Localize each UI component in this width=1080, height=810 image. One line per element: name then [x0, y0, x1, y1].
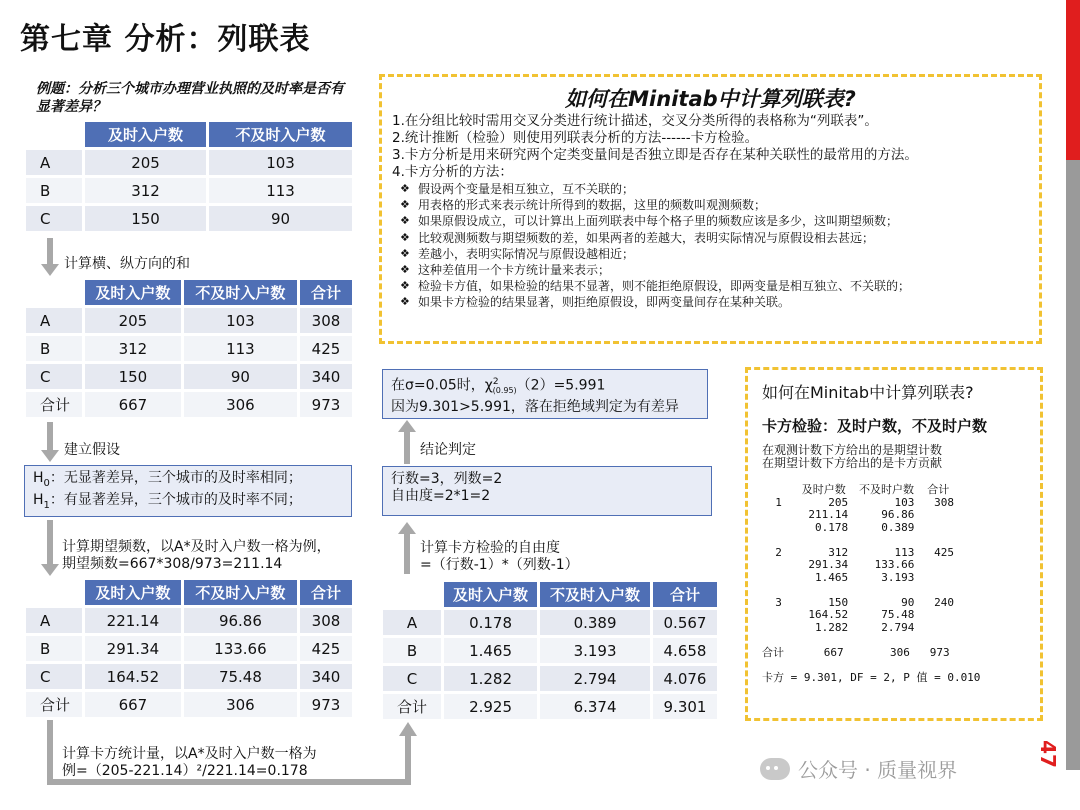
h0-line: $H_0$：无显著差异，三个城市的及时率相同； [33, 470, 302, 489]
diamond-bullet-icon: ❖ [400, 230, 410, 244]
table-cell: 425 [300, 636, 352, 661]
table-cell: 0.389 [540, 610, 650, 635]
table-cell: 205 [85, 308, 181, 333]
table-row [26, 664, 352, 689]
header-cell: 及时入户数 [85, 580, 181, 605]
table-cell: 973 [300, 392, 352, 417]
output-body: 1 205 103 308 211.14 96.86 0.178 0.389 2 312 113 425 291.34 133.66 1.465 3.193 3 150 90 240 164.52 75.48 1.282 2.794 合计 667 306 973 卡方 = 9.301, DF = 2, P 值 = 0.010 [762, 495, 981, 684]
table-row [26, 308, 352, 333]
box-title: 如何在Minitab中计算列联表? [565, 87, 856, 111]
flow-arrow-up [401, 420, 413, 464]
bullet-item: ❖ 检验卡方值，如果检验的结果不显著，则不能拒绝原假设，即两变量是相互独立、不关联的； [400, 279, 911, 294]
step-label-sums: 计算横、纵方向的和 [64, 256, 190, 272]
step-label-hypothesis: 建立假设 [64, 442, 120, 458]
text-line: 1.在分组比较时需用交叉分类进行统计描述，交叉分类所得的表格称为“列联表”。 [392, 113, 878, 129]
table-cell: 291.34 [85, 636, 181, 661]
conclusion-line: 因为9.301>5.991，落在拒绝域判定为有差异 [391, 399, 679, 416]
totals-table [23, 277, 355, 420]
bullet-item: ❖ 比较观测频数与期望频数的差，如果两者的差越大，表明实际情况与原假设相去甚远； [400, 230, 875, 245]
table-row [26, 608, 352, 633]
dof-line: 自由度=2*1=2 [391, 488, 491, 504]
table-cell: 2.925 [444, 694, 537, 719]
diamond-bullet-icon: ❖ [400, 279, 410, 293]
diamond-bullet-icon: ❖ [400, 246, 410, 260]
table-cell: 425 [300, 336, 352, 361]
dof-box [382, 466, 712, 516]
table-cell: 9.301 [653, 694, 717, 719]
page-number: 47 [1036, 740, 1061, 768]
table-row [26, 636, 352, 661]
wechat-icon [760, 758, 790, 780]
table-cell: 96.86 [184, 608, 297, 633]
page-title: 第七章 分析：列联表 [20, 22, 311, 57]
row-label: B [383, 638, 441, 663]
row-label: B [26, 636, 82, 661]
table-row [26, 150, 352, 175]
table-cell: 75.48 [184, 664, 297, 689]
text-line: 4.卡方分析的方法： [392, 164, 513, 180]
step-label-dof: 计算卡方检验的自由度 =（行数-1）*（列数-1） [420, 540, 579, 573]
table-cell: 1.282 [444, 666, 537, 691]
step-label-conclusion: 结论判定 [420, 442, 476, 458]
bullet-item: ❖ 这种差值用一个卡方统计量来表示； [400, 263, 611, 278]
minitab-output-box [745, 367, 1043, 721]
text-line: 2.统计推断（检验）则使用列联表分析的方法------卡方检验。 [392, 130, 759, 146]
watermark: 公众号 · 质量视界 [760, 754, 957, 783]
header-cell: 合计 [300, 580, 352, 605]
table-row [26, 392, 352, 417]
table-row [26, 692, 352, 717]
row-label: 合计 [26, 692, 82, 717]
bullet-item: ❖ 如果卡方检验的结果显著，则拒绝原假设，即两变量间存在某种关联。 [400, 295, 791, 310]
table-cell: 306 [184, 392, 297, 417]
header-cell [26, 280, 82, 305]
table-cell: 133.66 [184, 636, 297, 661]
accent-bar-red [1066, 0, 1080, 160]
flow-arrow-down [44, 238, 56, 276]
row-label: C [26, 206, 82, 231]
row-label: B [26, 178, 82, 203]
row-label: A [383, 610, 441, 635]
table-row [26, 364, 352, 389]
table-cell: 308 [300, 308, 352, 333]
header-cell: 合计 [653, 582, 717, 607]
table-cell: 3.193 [540, 638, 650, 663]
table-cell: 2.794 [540, 666, 650, 691]
table-cell: 164.52 [85, 664, 181, 689]
header-cell: 不及时入户数 [184, 280, 297, 305]
row-label: 合计 [26, 392, 82, 417]
row-label: A [26, 308, 82, 333]
dof-line: 行数=3，列数=2 [391, 471, 503, 487]
expected-table [23, 577, 355, 720]
row-label: A [26, 150, 82, 175]
output-note: 在期望计数下方给出的是卡方贡献 [762, 456, 943, 470]
table-row [26, 336, 352, 361]
output-heading: 卡方检验：及时户数，不及时户数 [762, 417, 988, 435]
table-cell: 308 [300, 608, 352, 633]
header-cell [26, 122, 82, 147]
output-title: 如何在Minitab中计算列联表? [762, 383, 974, 402]
conclusion-line: 在σ=0.05时，$\chi^2_{(0.95)}(2)=5.991$ [391, 377, 606, 396]
table-cell: 150 [85, 206, 206, 231]
header-cell: 不及时入户数 [209, 122, 352, 147]
table-row [26, 178, 352, 203]
diamond-bullet-icon: ❖ [400, 198, 410, 212]
table-cell: 0.567 [653, 610, 717, 635]
h1-line: $H_1$：有显著差异，三个城市的及时率不同； [33, 491, 302, 511]
step-label-expected: 计算期望频数，以A*及时入户数一格为例， 期望频数=667*308/973=211.14 [62, 539, 331, 572]
diamond-bullet-icon: ❖ [400, 295, 410, 309]
flow-arrow-up [401, 522, 413, 574]
text-line: 3.卡方分析是用来研究两个定类变量间是否独立即是否存在某种关联性的最常用的方法。 [392, 147, 918, 163]
table-cell: 113 [209, 178, 352, 203]
header-cell: 及时入户数 [444, 582, 537, 607]
bullet-item: ❖ 差越小，表明实际情况与原假设越相近； [400, 246, 635, 261]
flow-arrow-down [44, 520, 56, 576]
header-cell [383, 582, 441, 607]
table-cell: 113 [184, 336, 297, 361]
table-cell: 205 [85, 150, 206, 175]
table-row [383, 694, 717, 719]
table-row [26, 206, 352, 231]
table-cell: 312 [85, 336, 181, 361]
header-cell: 合计 [300, 280, 352, 305]
table-cell: 4.076 [653, 666, 717, 691]
table-cell: 667 [85, 692, 181, 717]
table-cell: 0.178 [444, 610, 537, 635]
row-label: C [383, 666, 441, 691]
header-cell: 及时入户数 [85, 122, 206, 147]
diamond-bullet-icon: ❖ [400, 182, 410, 195]
header-cell [26, 580, 82, 605]
table-cell: 90 [184, 364, 297, 389]
table-cell: 1.465 [444, 638, 537, 663]
table-cell: 221.14 [85, 608, 181, 633]
header-cell: 及时入户数 [85, 280, 181, 305]
bullet-item: ❖ 假设两个变量是相互独立，互不关联的； [400, 182, 635, 196]
diamond-bullet-icon: ❖ [400, 214, 410, 228]
accent-bar-grey [1066, 160, 1080, 770]
row-label: C [26, 664, 82, 689]
table-row [383, 638, 717, 663]
conclusion-box [382, 369, 708, 419]
output-note: 在观测计数下方给出的是期望计数 [762, 443, 943, 457]
table-cell: 973 [300, 692, 352, 717]
chisquare-table [380, 579, 720, 722]
table-cell: 103 [209, 150, 352, 175]
table-cell: 306 [184, 692, 297, 717]
table-cell: 340 [300, 664, 352, 689]
table-cell: 150 [85, 364, 181, 389]
diamond-bullet-icon: ❖ [400, 263, 410, 277]
bullet-item: ❖ 如果原假设成立，可以计算出上面列联表中每个格子里的频数应该是多少，这叫期望频数； [400, 214, 899, 229]
minitab-explanation-box [379, 74, 1042, 344]
bullet-item: ❖ 用表格的形式来表示统计所得到的数据，这里的频数叫观测频数； [400, 198, 767, 213]
step-label-chisquare: 计算卡方统计量，以A*及时入户数一格为 例=（205-221.14）²/221.14=0.178 [62, 746, 317, 779]
table-row [383, 666, 717, 691]
row-label: B [26, 336, 82, 361]
row-label: C [26, 364, 82, 389]
row-label: 合计 [383, 694, 441, 719]
header-cell: 不及时入户数 [540, 582, 650, 607]
table-row [383, 610, 717, 635]
table-cell: 312 [85, 178, 206, 203]
table-cell: 340 [300, 364, 352, 389]
header-cell: 不及时入户数 [184, 580, 297, 605]
table-cell: 103 [184, 308, 297, 333]
table-cell: 6.374 [540, 694, 650, 719]
hypothesis-box [24, 465, 352, 517]
row-label: A [26, 608, 82, 633]
table-cell: 667 [85, 392, 181, 417]
example-question: 例题：分析三个城市办理营业执照的及时率是否有显著差异？ [36, 81, 344, 115]
table-cell: 90 [209, 206, 352, 231]
table-cell: 4.658 [653, 638, 717, 663]
output-header-row: 及时户数 不及时户数 合计 [762, 483, 950, 496]
observed-table [23, 119, 355, 234]
flow-arrow-down [44, 422, 56, 462]
